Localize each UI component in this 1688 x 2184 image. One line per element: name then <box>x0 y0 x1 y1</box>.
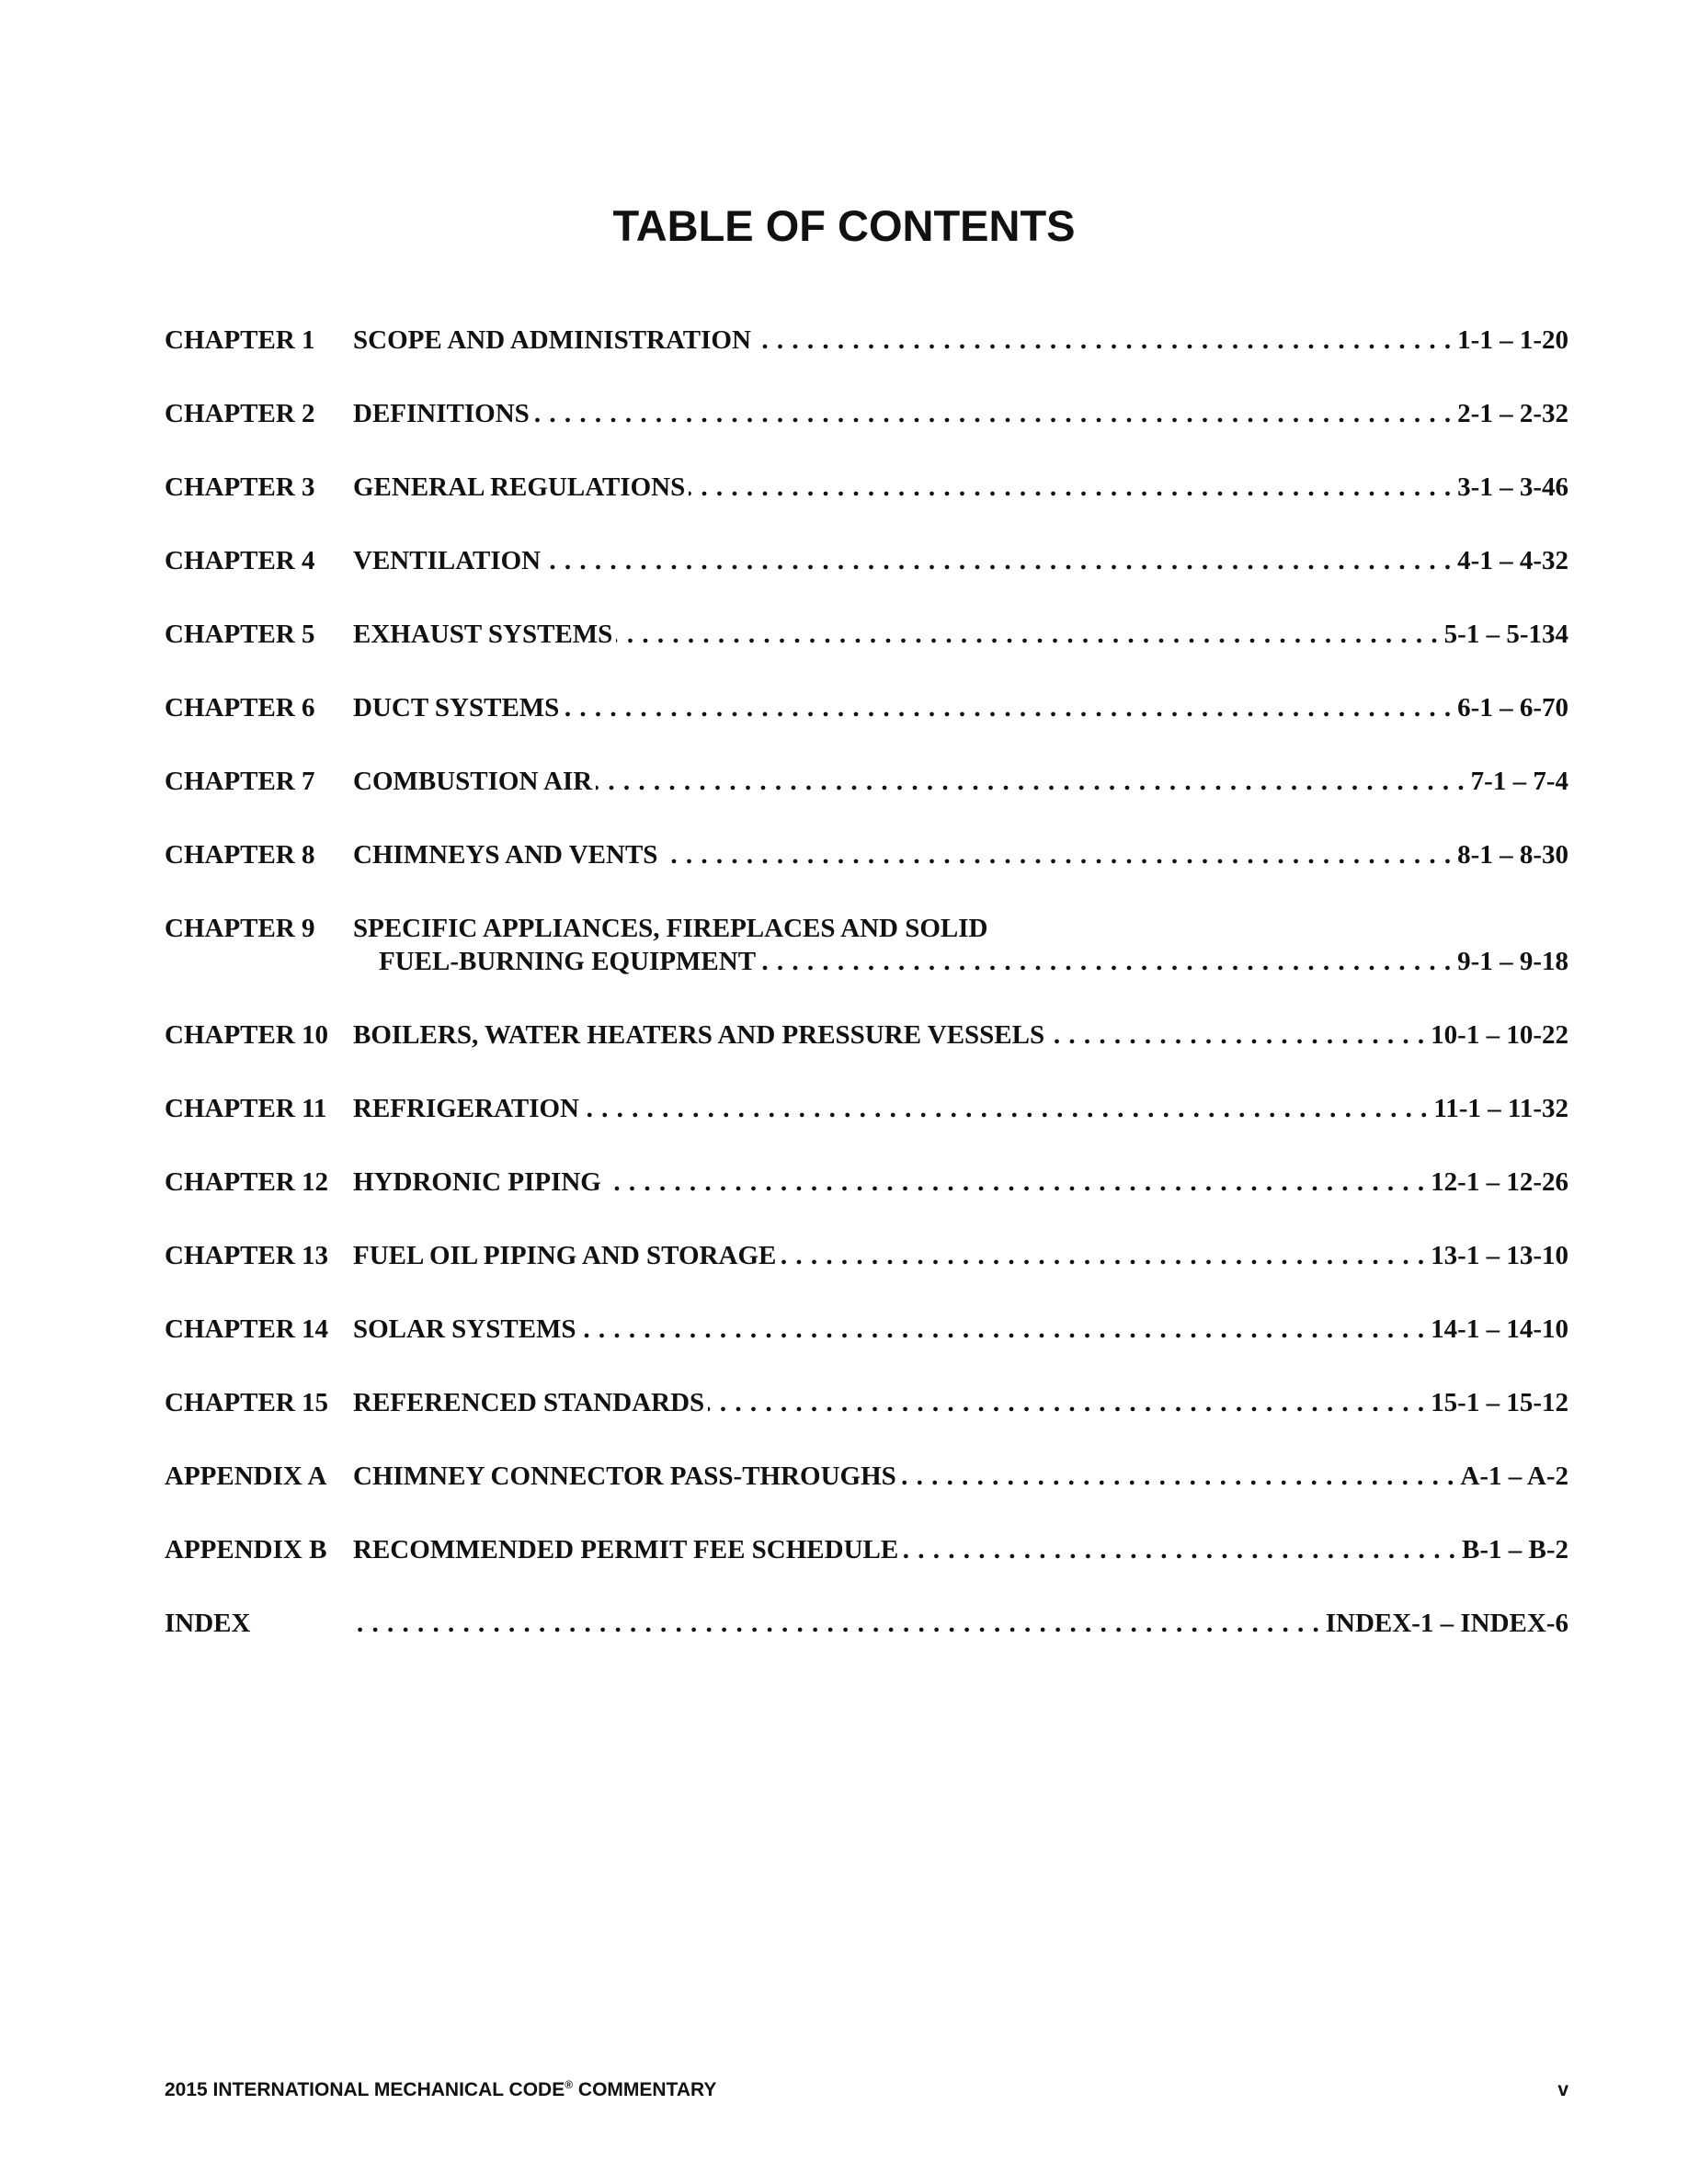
entry-pages: INDEX-1 – INDEX-6 <box>1325 1609 1568 1638</box>
entry-label: CHAPTER 6 <box>165 693 315 722</box>
entry-title: SCOPE AND ADMINISTRATION <box>353 325 751 355</box>
entry-pages: A-1 – A-2 <box>1460 1462 1568 1491</box>
entry-title: EXHAUST SYSTEMS <box>353 620 613 649</box>
entry-pages: 1-1 – 1-20 <box>1457 325 1568 355</box>
entry-label: CHAPTER 10 <box>165 1020 329 1050</box>
dot-leader <box>661 838 1452 871</box>
entry-title: REFRIGERATION <box>353 1094 579 1123</box>
entry-pages: 3-1 – 3-46 <box>1457 472 1568 502</box>
entry-label: CHAPTER 2 <box>165 399 315 428</box>
entry-title: COMBUSTION AIR <box>353 767 593 796</box>
entry-title: CHIMNEYS AND VENTS <box>353 840 658 870</box>
entry-label: CHAPTER 14 <box>165 1314 329 1344</box>
entry-title: RECOMMENDED PERMIT FEE SCHEDULE <box>353 1535 899 1564</box>
entry-label: CHAPTER 1 <box>165 325 315 355</box>
page-title: TABLE OF CONTENTS <box>612 201 1076 250</box>
entry-label: APPENDIX B <box>165 1535 327 1564</box>
dot-leader <box>357 1607 1320 1640</box>
entry-pages: 14-1 – 14-10 <box>1431 1314 1568 1344</box>
dot-leader <box>596 765 1465 798</box>
entry-pages: 15-1 – 15-12 <box>1431 1388 1568 1417</box>
entry-title: FUEL-BURNING EQUIPMENT <box>379 947 757 976</box>
entry-title: VENTILATION <box>353 546 542 575</box>
entry-title-line1: SPECIFIC APPLIANCES, FIREPLACES AND SOLID <box>353 914 988 943</box>
dot-leader <box>689 471 1452 504</box>
entry-label: CHAPTER 9 <box>165 914 315 943</box>
entry-pages: 7-1 – 7-4 <box>1470 767 1568 796</box>
entry-pages: 13-1 – 13-10 <box>1431 1241 1568 1270</box>
entry-pages: 5-1 – 5-134 <box>1443 620 1568 649</box>
entry-pages: 10-1 – 10-22 <box>1431 1020 1568 1050</box>
footer-book-title <box>165 2078 716 2102</box>
entry-label: CHAPTER 5 <box>165 620 315 649</box>
footer-title-text: 2015 INTERNATIONAL MECHANICAL CODE <box>165 2079 565 2100</box>
dot-leader <box>780 1239 1425 1272</box>
dot-leader <box>1048 1018 1425 1052</box>
entry-pages: 12-1 – 12-26 <box>1431 1167 1568 1197</box>
entry-label: CHAPTER 3 <box>165 472 315 502</box>
entry-pages: 2-1 – 2-32 <box>1457 399 1568 428</box>
entry-label: CHAPTER 12 <box>165 1167 329 1197</box>
entry-title: SOLAR SYSTEMS <box>353 1314 576 1344</box>
dot-leader <box>563 691 1452 724</box>
dot-leader <box>708 1386 1425 1419</box>
entry-title: BOILERS, WATER HEATERS AND PRESSURE VESSELS <box>353 1020 1045 1050</box>
footer-title-suffix: COMMENTARY <box>573 2079 717 2100</box>
entry-title: FUEL OIL PIPING AND STORAGE <box>353 1241 777 1270</box>
dot-leader <box>616 618 1438 651</box>
registered-mark: ® <box>565 2078 574 2091</box>
entry-title: GENERAL REGULATIONS <box>353 472 686 502</box>
dot-leader <box>544 544 1452 577</box>
dot-leader <box>900 1460 1455 1493</box>
dot-leader <box>605 1166 1425 1199</box>
entry-pages: 6-1 – 6-70 <box>1457 693 1568 722</box>
entry-pages: 8-1 – 8-30 <box>1457 840 1568 870</box>
entry-label: CHAPTER 7 <box>165 767 315 796</box>
dot-leader <box>583 1092 1428 1125</box>
entry-title: DUCT SYSTEMS <box>353 693 560 722</box>
entry-label: APPENDIX A <box>165 1462 327 1491</box>
entry-pages: B-1 – B-2 <box>1462 1535 1568 1564</box>
entry-pages: 9-1 – 9-18 <box>1457 947 1568 976</box>
entry-title: HYDRONIC PIPING <box>353 1167 601 1197</box>
entry-label: CHAPTER 11 <box>165 1094 327 1123</box>
entry-title: DEFINITIONS <box>353 399 530 428</box>
entry-label: CHAPTER 4 <box>165 546 315 575</box>
entry-title: CHIMNEY CONNECTOR PASS-THROUGHS <box>353 1462 896 1491</box>
page-number: v <box>1557 2079 1568 2100</box>
dot-leader <box>902 1533 1456 1566</box>
dot-leader <box>580 1313 1426 1346</box>
dot-leader <box>755 324 1452 357</box>
dot-leader <box>533 397 1452 430</box>
entry-label: CHAPTER 8 <box>165 840 315 870</box>
entry-pages: 11-1 – 11-32 <box>1433 1094 1568 1123</box>
entry-pages: 4-1 – 4-32 <box>1457 546 1568 575</box>
entry-label: CHAPTER 13 <box>165 1241 329 1270</box>
entry-label: INDEX <box>165 1609 251 1638</box>
dot-leader <box>759 945 1452 978</box>
entry-title: REFERENCED STANDARDS <box>353 1388 705 1417</box>
entry-label: CHAPTER 15 <box>165 1388 329 1417</box>
